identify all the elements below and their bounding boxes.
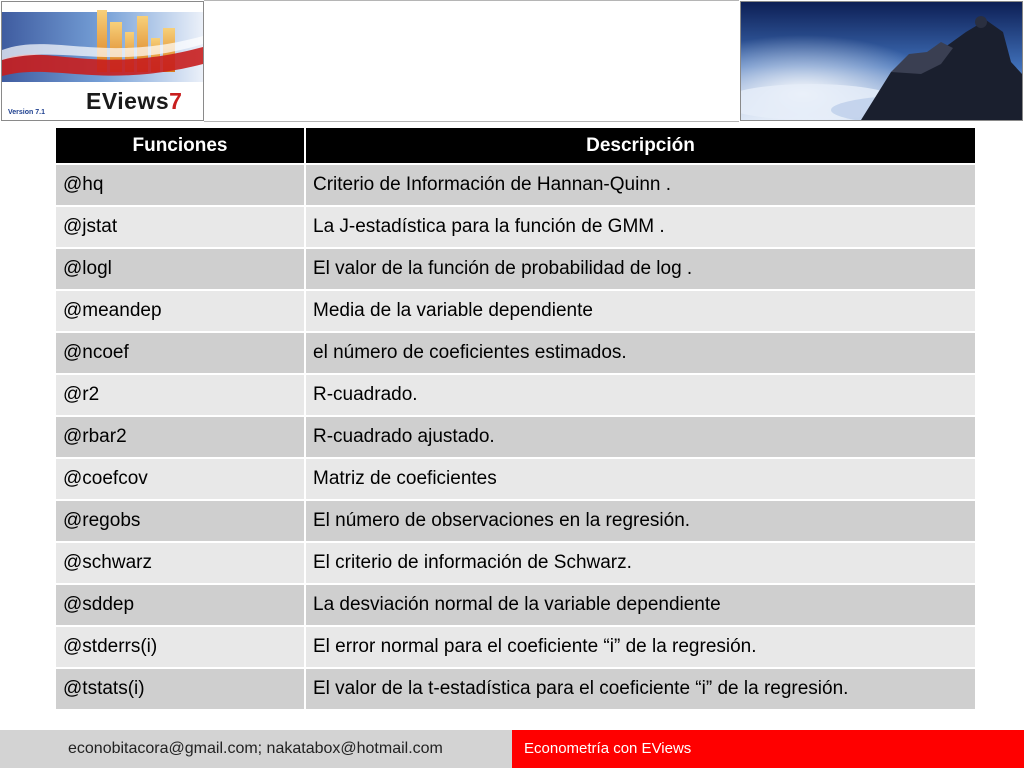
- function-description: el número de coeficientes estimados.: [305, 332, 975, 374]
- eviews-version-text: Version 7.1: [8, 109, 45, 116]
- function-description: El error normal para el coeficiente “i” de la regresión.: [305, 626, 975, 668]
- function-name: @meandep: [56, 290, 305, 332]
- column-header-description: Descripción: [305, 128, 975, 164]
- function-name: @regobs: [56, 500, 305, 542]
- column-header-functions: Funciones: [56, 128, 305, 164]
- function-description: El valor de la t-estadística para el coeficiente “i” de la regresión.: [305, 668, 975, 709]
- table-row: [56, 626, 975, 668]
- function-name: @r2: [56, 374, 305, 416]
- table-row: [56, 290, 975, 332]
- eviews-logo: [1, 1, 204, 121]
- course-title-badge: Econometría con EViews: [512, 730, 1024, 768]
- function-description: Matriz de coeficientes: [305, 458, 975, 500]
- table-row: [56, 332, 975, 374]
- function-name: @ncoef: [56, 332, 305, 374]
- eviews-brand-text: EViews: [86, 88, 170, 114]
- table-row: [56, 374, 975, 416]
- function-description: R-cuadrado ajustado.: [305, 416, 975, 458]
- statue-clouds-image: [741, 2, 1022, 120]
- function-name: @rbar2: [56, 416, 305, 458]
- header-photo: [740, 1, 1023, 121]
- table-row: [56, 248, 975, 290]
- function-description: R-cuadrado.: [305, 374, 975, 416]
- table-row: [56, 668, 975, 709]
- table-row: [56, 542, 975, 584]
- function-name: @hq: [56, 164, 305, 206]
- function-description: Media de la variable dependiente: [305, 290, 975, 332]
- function-description: El criterio de información de Schwarz.: [305, 542, 975, 584]
- function-description: La J-estadística para la función de GMM .: [305, 206, 975, 248]
- function-name: @stderrs(i): [56, 626, 305, 668]
- slide-header: [0, 0, 1024, 122]
- table-row: [56, 164, 975, 206]
- table-row: [56, 584, 975, 626]
- functions-table: [56, 128, 975, 709]
- table-row: [56, 500, 975, 542]
- contact-emails: econobitacora@gmail.com; nakatabox@hotmail.com: [68, 740, 443, 757]
- table-row: [56, 458, 975, 500]
- table-row: [56, 416, 975, 458]
- table-row: [56, 206, 975, 248]
- function-description: El número de observaciones en la regresión.: [305, 500, 975, 542]
- function-name: @coefcov: [56, 458, 305, 500]
- function-name: @jstat: [56, 206, 305, 248]
- table-header-row: [56, 128, 975, 164]
- eviews-brand-number: 7: [169, 88, 183, 114]
- function-description: Criterio de Información de Hannan-Quinn .: [305, 164, 975, 206]
- function-description: El valor de la función de probabilidad de log .: [305, 248, 975, 290]
- slide-footer: [0, 730, 1024, 768]
- function-description: La desviación normal de la variable dependiente: [305, 584, 975, 626]
- header-title-area: [204, 0, 739, 122]
- function-name: @logl: [56, 248, 305, 290]
- function-name: @schwarz: [56, 542, 305, 584]
- function-name: @tstats(i): [56, 668, 305, 709]
- function-name: @sddep: [56, 584, 305, 626]
